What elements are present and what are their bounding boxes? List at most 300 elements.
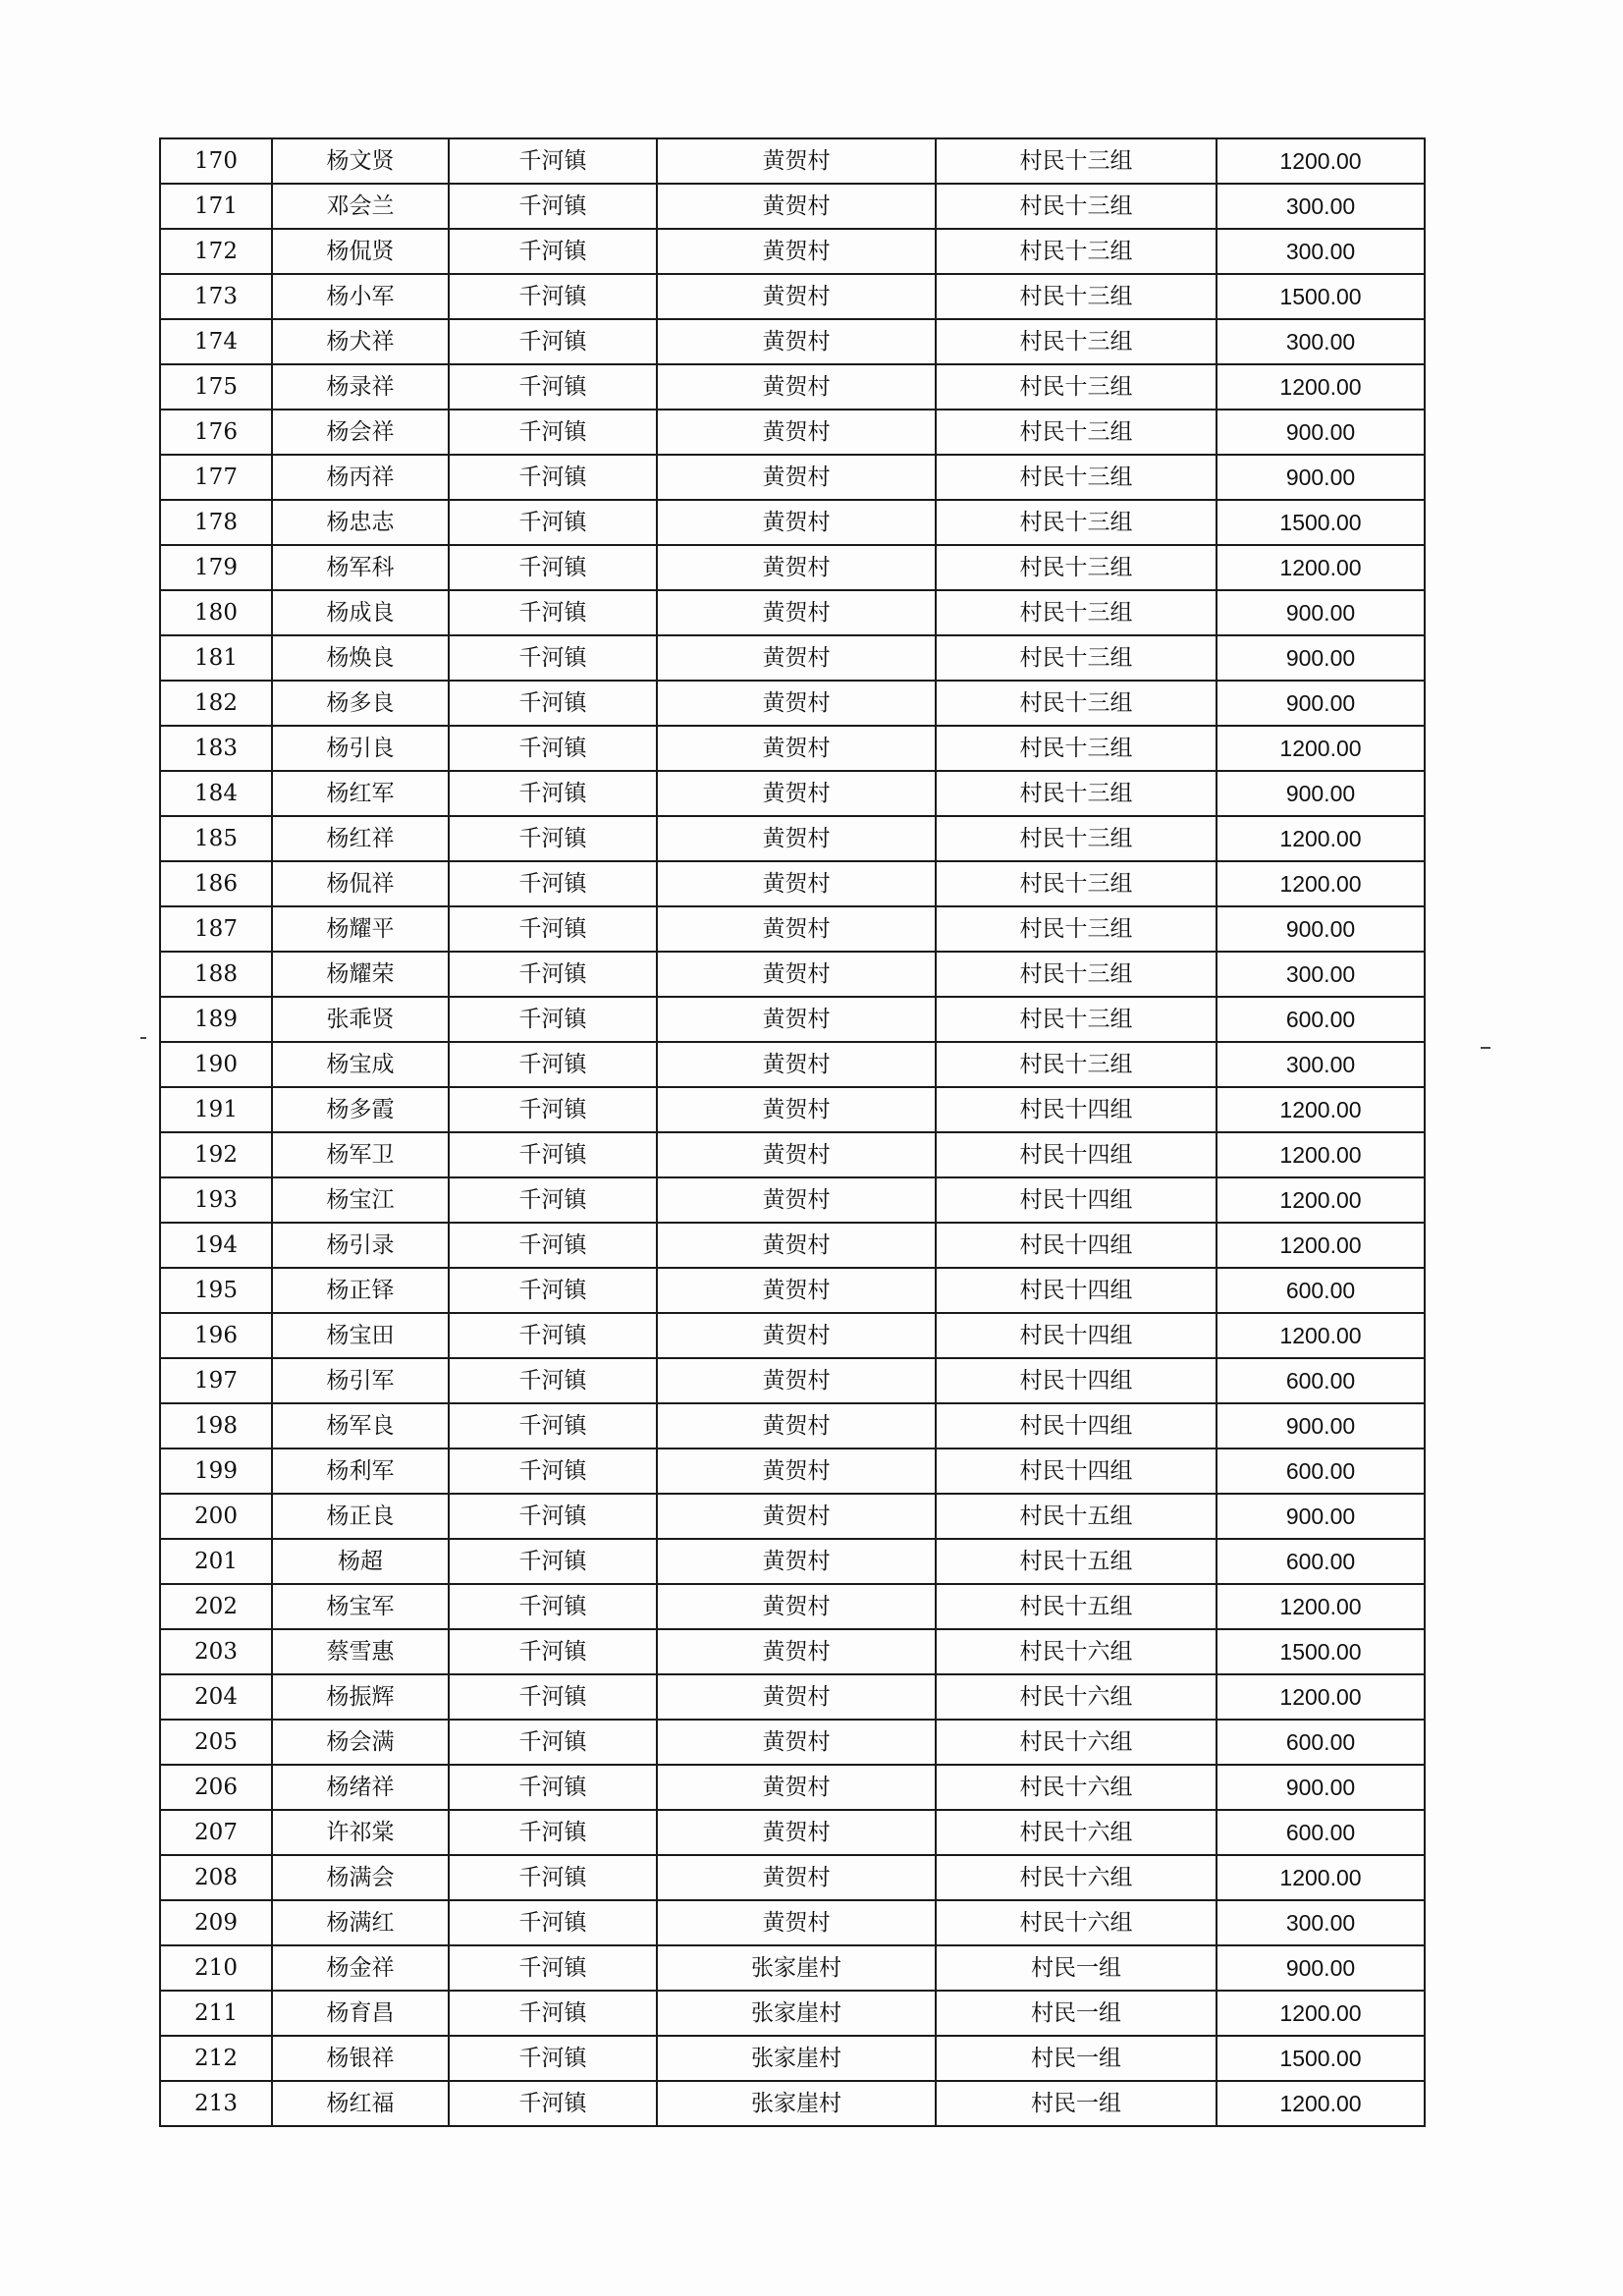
cell-group: 村民十四组 (936, 1132, 1217, 1177)
cell-amount: 600.00 (1217, 1358, 1425, 1403)
cell-group: 村民十三组 (936, 184, 1217, 229)
table-row (160, 500, 1425, 545)
cell-town: 千河镇 (449, 1945, 657, 1991)
cell-amount: 1500.00 (1217, 2036, 1425, 2081)
cell-group: 村民十五组 (936, 1539, 1217, 1584)
table-row (160, 455, 1425, 500)
cell-row-number: 189 (160, 997, 272, 1042)
cell-village: 黄贺村 (657, 1629, 936, 1674)
cell-village: 黄贺村 (657, 1810, 936, 1855)
table-row (160, 1674, 1425, 1720)
table-row (160, 1855, 1425, 1900)
cell-row-number: 206 (160, 1765, 272, 1810)
cell-amount: 1200.00 (1217, 1674, 1425, 1720)
cell-name: 杨正良 (272, 1494, 449, 1539)
cell-group: 村民十三组 (936, 274, 1217, 319)
cell-row-number: 205 (160, 1720, 272, 1765)
cell-town: 千河镇 (449, 319, 657, 364)
cell-amount: 900.00 (1217, 771, 1425, 816)
cell-village: 黄贺村 (657, 1449, 936, 1494)
cell-amount: 1200.00 (1217, 816, 1425, 861)
cell-group: 村民十三组 (936, 138, 1217, 184)
cell-town: 千河镇 (449, 1494, 657, 1539)
cell-name: 杨忠志 (272, 500, 449, 545)
cell-group: 村民十三组 (936, 635, 1217, 681)
cell-group: 村民十三组 (936, 771, 1217, 816)
cell-amount: 300.00 (1217, 319, 1425, 364)
table-row (160, 635, 1425, 681)
cell-row-number: 201 (160, 1539, 272, 1584)
cell-name: 杨军卫 (272, 1132, 449, 1177)
cell-village: 黄贺村 (657, 500, 936, 545)
table-row (160, 2036, 1425, 2081)
table-row (160, 364, 1425, 410)
cell-row-number: 211 (160, 1991, 272, 2036)
cell-town: 千河镇 (449, 590, 657, 635)
cell-town: 千河镇 (449, 1991, 657, 2036)
cell-town: 千河镇 (449, 1358, 657, 1403)
cell-name: 杨绪祥 (272, 1765, 449, 1810)
cell-row-number: 178 (160, 500, 272, 545)
cell-row-number: 172 (160, 229, 272, 274)
table-row (160, 1720, 1425, 1765)
cell-town: 千河镇 (449, 410, 657, 455)
cell-row-number: 174 (160, 319, 272, 364)
cell-name: 杨红祥 (272, 816, 449, 861)
cell-amount: 1200.00 (1217, 138, 1425, 184)
cell-amount: 1200.00 (1217, 2081, 1425, 2126)
cell-row-number: 208 (160, 1855, 272, 1900)
table-row (160, 1358, 1425, 1403)
cell-name: 杨宝田 (272, 1313, 449, 1358)
cell-village: 张家崖村 (657, 1991, 936, 2036)
cell-amount: 300.00 (1217, 229, 1425, 274)
cell-town: 千河镇 (449, 1132, 657, 1177)
table-row (160, 1765, 1425, 1810)
cell-row-number: 190 (160, 1042, 272, 1087)
table-row (160, 274, 1425, 319)
table-row (160, 229, 1425, 274)
cell-row-number: 181 (160, 635, 272, 681)
cell-amount: 300.00 (1217, 184, 1425, 229)
cell-town: 千河镇 (449, 500, 657, 545)
cell-group: 村民十四组 (936, 1358, 1217, 1403)
table-row (160, 1449, 1425, 1494)
cell-town: 千河镇 (449, 861, 657, 906)
cell-village: 黄贺村 (657, 274, 936, 319)
cell-village: 黄贺村 (657, 1268, 936, 1313)
table-row (160, 590, 1425, 635)
cell-town: 千河镇 (449, 2081, 657, 2126)
table-row (160, 726, 1425, 771)
cell-village: 黄贺村 (657, 1313, 936, 1358)
cell-name: 杨录祥 (272, 364, 449, 410)
cell-town: 千河镇 (449, 771, 657, 816)
cell-name: 杨宝军 (272, 1584, 449, 1629)
cell-group: 村民十三组 (936, 726, 1217, 771)
cell-row-number: 200 (160, 1494, 272, 1539)
cell-town: 千河镇 (449, 2036, 657, 2081)
cell-village: 黄贺村 (657, 952, 936, 997)
cell-row-number: 188 (160, 952, 272, 997)
cell-town: 千河镇 (449, 1900, 657, 1945)
scan-mark-left (140, 1037, 146, 1039)
cell-village: 黄贺村 (657, 138, 936, 184)
cell-village: 黄贺村 (657, 229, 936, 274)
cell-amount: 1200.00 (1217, 1177, 1425, 1223)
cell-village: 黄贺村 (657, 590, 936, 635)
cell-town: 千河镇 (449, 1268, 657, 1313)
table-row (160, 1313, 1425, 1358)
cell-group: 村民十三组 (936, 1042, 1217, 1087)
table-row (160, 861, 1425, 906)
cell-row-number: 207 (160, 1810, 272, 1855)
cell-group: 村民十三组 (936, 500, 1217, 545)
table-row (160, 1042, 1425, 1087)
cell-village: 黄贺村 (657, 771, 936, 816)
cell-village: 黄贺村 (657, 1674, 936, 1720)
cell-town: 千河镇 (449, 681, 657, 726)
cell-group: 村民十四组 (936, 1313, 1217, 1358)
cell-name: 杨引军 (272, 1358, 449, 1403)
cell-village: 黄贺村 (657, 906, 936, 952)
cell-name: 杨多霞 (272, 1087, 449, 1132)
table-row (160, 906, 1425, 952)
cell-village: 黄贺村 (657, 1177, 936, 1223)
table-row (160, 1223, 1425, 1268)
cell-village: 黄贺村 (657, 1403, 936, 1449)
cell-town: 千河镇 (449, 1177, 657, 1223)
cell-group: 村民十三组 (936, 545, 1217, 590)
cell-town: 千河镇 (449, 1042, 657, 1087)
cell-name: 杨丙祥 (272, 455, 449, 500)
table-row (160, 1991, 1425, 2036)
table-row (160, 138, 1425, 184)
cell-group: 村民十四组 (936, 1403, 1217, 1449)
cell-village: 黄贺村 (657, 1584, 936, 1629)
cell-row-number: 199 (160, 1449, 272, 1494)
cell-town: 千河镇 (449, 726, 657, 771)
table-row (160, 1810, 1425, 1855)
cell-row-number: 182 (160, 681, 272, 726)
cell-village: 黄贺村 (657, 1855, 936, 1900)
cell-amount: 1500.00 (1217, 1629, 1425, 1674)
cell-name: 杨耀平 (272, 906, 449, 952)
cell-amount: 300.00 (1217, 1900, 1425, 1945)
cell-name: 杨正铎 (272, 1268, 449, 1313)
cell-group: 村民十三组 (936, 455, 1217, 500)
cell-group: 村民十三组 (936, 410, 1217, 455)
cell-amount: 1200.00 (1217, 1132, 1425, 1177)
cell-row-number: 185 (160, 816, 272, 861)
cell-village: 张家崖村 (657, 2081, 936, 2126)
table-row (160, 184, 1425, 229)
table-row (160, 410, 1425, 455)
table-row (160, 1539, 1425, 1584)
cell-name: 杨红福 (272, 2081, 449, 2126)
roster-table (159, 137, 1426, 2127)
cell-amount: 600.00 (1217, 1268, 1425, 1313)
cell-town: 千河镇 (449, 1810, 657, 1855)
cell-name: 杨军良 (272, 1403, 449, 1449)
cell-name: 杨满会 (272, 1855, 449, 1900)
cell-town: 千河镇 (449, 184, 657, 229)
cell-row-number: 183 (160, 726, 272, 771)
cell-row-number: 193 (160, 1177, 272, 1223)
cell-name: 杨满红 (272, 1900, 449, 1945)
cell-amount: 1200.00 (1217, 726, 1425, 771)
table-row (160, 816, 1425, 861)
table-row (160, 319, 1425, 364)
cell-town: 千河镇 (449, 1449, 657, 1494)
cell-group: 村民十六组 (936, 1765, 1217, 1810)
cell-village: 黄贺村 (657, 1132, 936, 1177)
cell-amount: 600.00 (1217, 1810, 1425, 1855)
cell-name: 杨成良 (272, 590, 449, 635)
cell-village: 黄贺村 (657, 1494, 936, 1539)
cell-group: 村民十四组 (936, 1087, 1217, 1132)
cell-group: 村民十三组 (936, 590, 1217, 635)
cell-village: 黄贺村 (657, 1539, 936, 1584)
cell-row-number: 198 (160, 1403, 272, 1449)
cell-row-number: 202 (160, 1584, 272, 1629)
cell-name: 杨宝江 (272, 1177, 449, 1223)
cell-town: 千河镇 (449, 274, 657, 319)
cell-amount: 900.00 (1217, 410, 1425, 455)
table-row (160, 997, 1425, 1042)
cell-town: 千河镇 (449, 364, 657, 410)
table-row (160, 1494, 1425, 1539)
cell-amount: 1200.00 (1217, 1584, 1425, 1629)
cell-town: 千河镇 (449, 997, 657, 1042)
cell-amount: 1200.00 (1217, 1087, 1425, 1132)
cell-village: 黄贺村 (657, 1900, 936, 1945)
cell-group: 村民十三组 (936, 816, 1217, 861)
cell-group: 村民十五组 (936, 1584, 1217, 1629)
cell-village: 黄贺村 (657, 184, 936, 229)
cell-group: 村民十六组 (936, 1855, 1217, 1900)
cell-amount: 1200.00 (1217, 1991, 1425, 2036)
cell-row-number: 170 (160, 138, 272, 184)
cell-town: 千河镇 (449, 1087, 657, 1132)
cell-row-number: 194 (160, 1223, 272, 1268)
cell-amount: 900.00 (1217, 1494, 1425, 1539)
cell-row-number: 196 (160, 1313, 272, 1358)
cell-name: 杨振辉 (272, 1674, 449, 1720)
cell-amount: 900.00 (1217, 906, 1425, 952)
cell-town: 千河镇 (449, 1855, 657, 1900)
cell-village: 黄贺村 (657, 816, 936, 861)
cell-group: 村民十三组 (936, 364, 1217, 410)
cell-village: 黄贺村 (657, 635, 936, 681)
cell-name: 杨焕良 (272, 635, 449, 681)
cell-group: 村民十三组 (936, 861, 1217, 906)
cell-village: 黄贺村 (657, 861, 936, 906)
cell-amount: 1200.00 (1217, 861, 1425, 906)
cell-amount: 1200.00 (1217, 1855, 1425, 1900)
cell-amount: 900.00 (1217, 1765, 1425, 1810)
cell-village: 黄贺村 (657, 455, 936, 500)
table-row (160, 1268, 1425, 1313)
cell-village: 张家崖村 (657, 2036, 936, 2081)
cell-group: 村民十四组 (936, 1223, 1217, 1268)
table-row (160, 1132, 1425, 1177)
cell-village: 黄贺村 (657, 1087, 936, 1132)
cell-row-number: 184 (160, 771, 272, 816)
cell-group: 村民一组 (936, 2036, 1217, 2081)
cell-row-number: 191 (160, 1087, 272, 1132)
cell-row-number: 204 (160, 1674, 272, 1720)
cell-row-number: 173 (160, 274, 272, 319)
cell-group: 村民十六组 (936, 1810, 1217, 1855)
cell-name: 杨金祥 (272, 1945, 449, 1991)
cell-name: 杨育昌 (272, 1991, 449, 2036)
cell-name: 邓会兰 (272, 184, 449, 229)
cell-town: 千河镇 (449, 1313, 657, 1358)
cell-name: 杨耀荣 (272, 952, 449, 997)
cell-town: 千河镇 (449, 455, 657, 500)
cell-row-number: 177 (160, 455, 272, 500)
cell-name: 许祁棠 (272, 1810, 449, 1855)
cell-row-number: 192 (160, 1132, 272, 1177)
cell-group: 村民十三组 (936, 997, 1217, 1042)
cell-row-number: 179 (160, 545, 272, 590)
cell-village: 黄贺村 (657, 997, 936, 1042)
cell-name: 杨小军 (272, 274, 449, 319)
cell-town: 千河镇 (449, 1223, 657, 1268)
cell-row-number: 203 (160, 1629, 272, 1674)
scan-mark-right (1481, 1047, 1490, 1049)
cell-amount: 900.00 (1217, 1945, 1425, 1991)
cell-amount: 600.00 (1217, 997, 1425, 1042)
cell-amount: 1200.00 (1217, 1313, 1425, 1358)
cell-name: 杨侃祥 (272, 861, 449, 906)
cell-village: 黄贺村 (657, 410, 936, 455)
cell-amount: 1500.00 (1217, 274, 1425, 319)
cell-amount: 600.00 (1217, 1449, 1425, 1494)
cell-row-number: 209 (160, 1900, 272, 1945)
cell-town: 千河镇 (449, 816, 657, 861)
cell-village: 黄贺村 (657, 1042, 936, 1087)
cell-amount: 900.00 (1217, 455, 1425, 500)
cell-name: 杨犬祥 (272, 319, 449, 364)
cell-town: 千河镇 (449, 952, 657, 997)
cell-village: 黄贺村 (657, 726, 936, 771)
table-row (160, 952, 1425, 997)
cell-row-number: 171 (160, 184, 272, 229)
cell-group: 村民十四组 (936, 1268, 1217, 1313)
cell-town: 千河镇 (449, 1720, 657, 1765)
cell-row-number: 175 (160, 364, 272, 410)
cell-row-number: 180 (160, 590, 272, 635)
cell-name: 杨多良 (272, 681, 449, 726)
cell-row-number: 197 (160, 1358, 272, 1403)
cell-town: 千河镇 (449, 545, 657, 590)
cell-amount: 300.00 (1217, 1042, 1425, 1087)
cell-town: 千河镇 (449, 1403, 657, 1449)
table-row (160, 1629, 1425, 1674)
cell-row-number: 186 (160, 861, 272, 906)
cell-village: 黄贺村 (657, 545, 936, 590)
cell-amount: 600.00 (1217, 1539, 1425, 1584)
cell-name: 杨引良 (272, 726, 449, 771)
cell-village: 黄贺村 (657, 364, 936, 410)
cell-amount: 300.00 (1217, 952, 1425, 997)
cell-town: 千河镇 (449, 1765, 657, 1810)
cell-town: 千河镇 (449, 1674, 657, 1720)
table-row (160, 545, 1425, 590)
table-row (160, 1900, 1425, 1945)
cell-group: 村民十四组 (936, 1177, 1217, 1223)
cell-group: 村民十五组 (936, 1494, 1217, 1539)
cell-row-number: 195 (160, 1268, 272, 1313)
cell-group: 村民十六组 (936, 1629, 1217, 1674)
table-row (160, 1087, 1425, 1132)
cell-row-number: 210 (160, 1945, 272, 1991)
cell-amount: 900.00 (1217, 590, 1425, 635)
cell-name: 杨利军 (272, 1449, 449, 1494)
table-row (160, 1584, 1425, 1629)
table-row (160, 681, 1425, 726)
cell-group: 村民十六组 (936, 1900, 1217, 1945)
cell-group: 村民十三组 (936, 229, 1217, 274)
cell-village: 黄贺村 (657, 1765, 936, 1810)
cell-town: 千河镇 (449, 138, 657, 184)
cell-amount: 900.00 (1217, 635, 1425, 681)
cell-village: 黄贺村 (657, 1720, 936, 1765)
cell-group: 村民十三组 (936, 681, 1217, 726)
cell-amount: 1200.00 (1217, 364, 1425, 410)
cell-amount: 900.00 (1217, 681, 1425, 726)
cell-name: 杨宝成 (272, 1042, 449, 1087)
cell-name: 杨会祥 (272, 410, 449, 455)
cell-town: 千河镇 (449, 635, 657, 681)
table-row (160, 2081, 1425, 2126)
cell-town: 千河镇 (449, 1629, 657, 1674)
cell-village: 黄贺村 (657, 319, 936, 364)
cell-amount: 1500.00 (1217, 500, 1425, 545)
cell-town: 千河镇 (449, 906, 657, 952)
cell-village: 张家崖村 (657, 1945, 936, 1991)
cell-row-number: 187 (160, 906, 272, 952)
cell-town: 千河镇 (449, 229, 657, 274)
cell-group: 村民十六组 (936, 1720, 1217, 1765)
cell-name: 杨引录 (272, 1223, 449, 1268)
cell-village: 黄贺村 (657, 1223, 936, 1268)
cell-group: 村民一组 (936, 1991, 1217, 2036)
cell-village: 黄贺村 (657, 1358, 936, 1403)
table-row (160, 1177, 1425, 1223)
cell-name: 杨文贤 (272, 138, 449, 184)
cell-town: 千河镇 (449, 1584, 657, 1629)
cell-name: 杨会满 (272, 1720, 449, 1765)
cell-amount: 900.00 (1217, 1403, 1425, 1449)
cell-group: 村民十六组 (936, 1674, 1217, 1720)
cell-name: 张乖贤 (272, 997, 449, 1042)
table-row (160, 1945, 1425, 1991)
cell-row-number: 213 (160, 2081, 272, 2126)
cell-town: 千河镇 (449, 1539, 657, 1584)
cell-group: 村民十三组 (936, 906, 1217, 952)
cell-amount: 1200.00 (1217, 1223, 1425, 1268)
cell-name: 杨超 (272, 1539, 449, 1584)
cell-name: 杨红军 (272, 771, 449, 816)
cell-group: 村民十四组 (936, 1449, 1217, 1494)
cell-group: 村民一组 (936, 2081, 1217, 2126)
cell-name: 杨银祥 (272, 2036, 449, 2081)
roster-table-body (160, 138, 1425, 2126)
table-row (160, 1403, 1425, 1449)
